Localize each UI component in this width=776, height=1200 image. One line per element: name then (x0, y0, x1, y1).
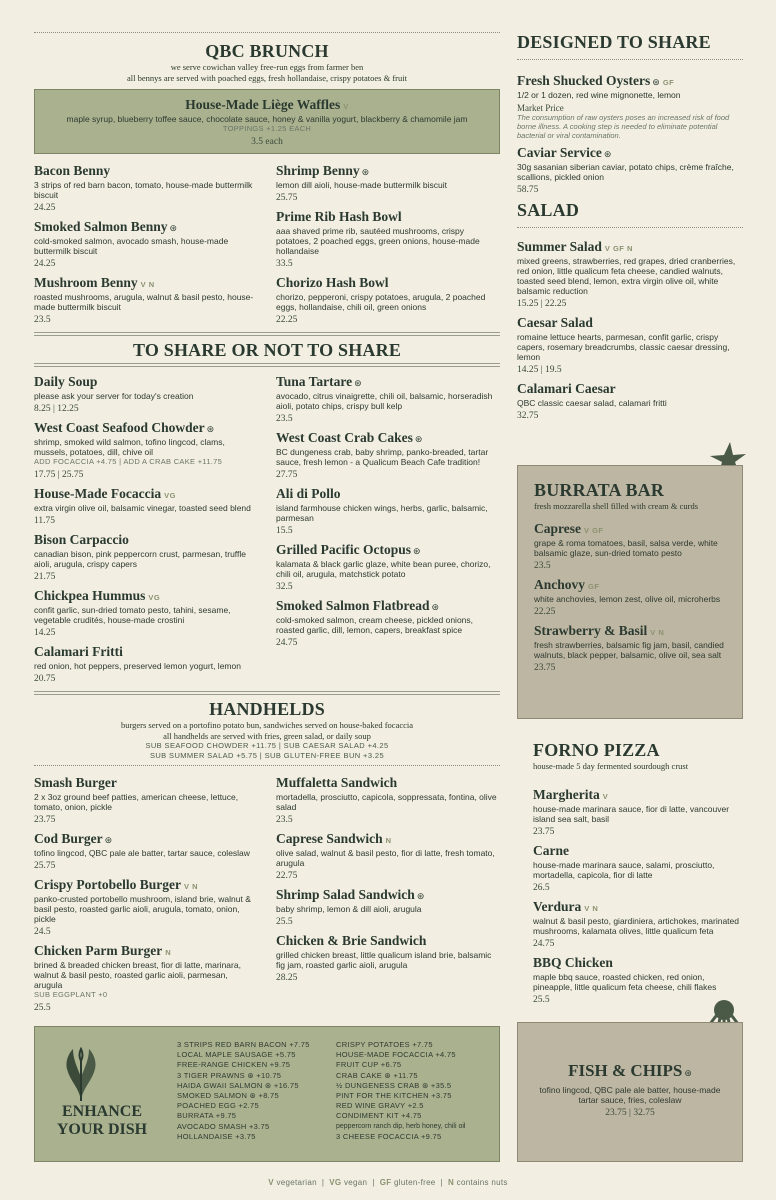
diet-tag: V N (650, 627, 665, 637)
item-name: Carne (533, 842, 569, 858)
item-desc: cold-smoked salmon, avocado smash, house-made buttermilk biscuit (34, 236, 229, 256)
item-price: 22.25 (534, 606, 556, 617)
item-addon: TOPPINGS +1.25 EACH (222, 124, 312, 133)
item-name: Verdura (533, 898, 582, 914)
item-desc: canadian bison, pink peppercorn crust, parmesan, truffle aioli, arugula, crispy capers (34, 549, 246, 569)
designed-list (517, 72, 743, 196)
legend-gf: GF (379, 1178, 392, 1187)
diet-tag: N (385, 836, 392, 845)
diet-tag: N (165, 948, 172, 957)
handhelds-subs: SUB SEAFOOD CHOWDER +11.75 | SUB CAESAR SALAD +4.25 (145, 741, 389, 750)
enhance-item: FRUIT CUP +6.75 (336, 1060, 402, 1070)
item-name: Calamari Fritti (34, 644, 123, 659)
item-name: Caprese (534, 520, 581, 536)
item-name: Shrimp Benny (276, 163, 360, 178)
menu-item (34, 419, 258, 481)
item-price: 24.5 (34, 927, 51, 937)
item-name: Mushroom Benny (34, 275, 138, 290)
fish-icon: ⊛ (414, 434, 423, 444)
diet-tag: GF (662, 78, 675, 87)
item-desc: confit garlic, sun-dried tomato pesto, tahini, sesame, vegetable crudités, house-made crostini (34, 605, 231, 625)
fish-icon: ⊛ (652, 77, 660, 87)
item-name: Fresh Shucked Oysters (517, 73, 651, 88)
menu-item (34, 774, 258, 826)
menu-item (517, 144, 743, 196)
item-price: 11.75 (34, 516, 56, 526)
item-desc: lemon dill aioli, house-made buttermilk biscuit (276, 180, 448, 190)
kelp-icon (61, 1047, 101, 1103)
item-price: 25.5 (34, 1003, 51, 1013)
pizza-list (533, 786, 743, 1006)
item-name: Smoked Salmon Benny (34, 219, 168, 234)
menu-item (517, 314, 743, 376)
enhance-item: BURRATA +9.75 (177, 1111, 237, 1121)
pizza-section (533, 740, 743, 1010)
fish-icon: ⊛ (169, 223, 178, 233)
item-desc: kalamata & black garlic glaze, white bean puree, chorizo, chili oil, arugula, matchstick potato (276, 559, 491, 579)
menu-item (276, 774, 500, 826)
fish-icon: ⊛ (684, 1068, 692, 1078)
item-price: 33.5 (276, 259, 293, 269)
fish-icon: ⊛ (361, 167, 370, 177)
brunch-left-list (34, 162, 258, 330)
item-name: Grilled Pacific Octopus (276, 542, 411, 557)
item-desc: tofino lingcod, QBC pale ale batter, tartar sauce, coleslaw (34, 848, 250, 858)
legend-gf-label: gluten-free (394, 1178, 436, 1187)
menu-item (276, 541, 500, 593)
item-desc: shrimp, smoked wild salmon, tofino lingcod, clams, mussels, potatoes, dill, chive oil (34, 437, 225, 457)
item-price: 27.75 (276, 470, 298, 480)
share-title: TO SHARE OR NOT TO SHARE (132, 340, 402, 360)
item-price: 25.5 (533, 994, 550, 1005)
item-name: Chickpea Hummus (34, 588, 146, 603)
item-price: 24.25 (34, 203, 56, 213)
item-name: Muffaletta Sandwich (276, 775, 398, 790)
diet-tag: V (343, 102, 349, 111)
enhance-item: FREE-RANGE CHICKEN +9.75 (177, 1060, 291, 1070)
legend-n-label: contains nuts (456, 1178, 508, 1187)
item-price: 17.75 | 25.75 (34, 470, 84, 480)
enhance-item: LOCAL MAPLE SAUSAGE +5.75 (177, 1050, 296, 1060)
item-desc: brined & breaded chicken breast, fior di latte, marinara, walnut & basil pesto, roasted garlic aioli, parmesan, arugula (34, 960, 241, 990)
item-price: 24.75 (276, 638, 298, 648)
enhance-item: HOUSE-MADE FOCACCIA +4.75 (336, 1050, 456, 1060)
handhelds-items (34, 774, 500, 1018)
fish-chips-panel (517, 1022, 743, 1162)
enhance-col-2 (336, 1040, 496, 1142)
divider (34, 332, 500, 336)
item-price: 23.5 (276, 815, 293, 825)
enhance-item: 3 TIGER PRAWNS ⊛ +10.75 (177, 1070, 282, 1080)
item-name: Ali di Pollo (276, 486, 341, 501)
item-price: 23.5 (34, 315, 51, 325)
item-name: Chicken Parm Burger (34, 943, 163, 958)
menu-item (276, 886, 500, 928)
item-addon: ADD FOCACCIA +4.75 | ADD A CRAB CAKE +11.75 (34, 457, 223, 466)
item-price: 8.25 | 12.25 (34, 404, 79, 414)
item-name: Tuna Tartare (276, 374, 353, 389)
item-price: 58.75 (517, 185, 539, 195)
item-desc: white anchovies, lemon zest, olive oil, microherbs (534, 593, 721, 604)
menu-item (34, 942, 258, 1014)
menu-item (533, 898, 743, 950)
menu-item (517, 238, 743, 310)
item-name: Shrimp Salad Sandwich (276, 887, 415, 902)
menu-item (276, 830, 500, 882)
brunch-right-list (276, 162, 500, 330)
fish-icon: ⊛ (416, 891, 425, 901)
handhelds-right-list (276, 774, 500, 1018)
menu-item (534, 576, 726, 618)
item-price: 24.25 (34, 259, 56, 269)
menu-item (517, 72, 743, 140)
item-price: 15.25 | 22.25 (517, 299, 567, 309)
designed-title: DESIGNED TO SHARE (517, 32, 711, 52)
menu-item (34, 485, 258, 527)
item-desc: island farmhouse chicken wings, herbs, garlic, balsamic, parmesan (276, 503, 488, 523)
item-name: Caesar Salad (517, 315, 593, 330)
item-desc: house-made marinara sauce, salami, prosciutto, mortadella, capicola, fior di latte (533, 859, 715, 880)
brunch-title: QBC BRUNCH (205, 41, 329, 61)
diet-tag: V N (140, 280, 155, 289)
legend-v: V (268, 1178, 274, 1187)
pizza-subtitle: house-made 5 day fermented sourdough crust (533, 761, 689, 771)
item-desc: cold-smoked salmon, cream cheese, pickled onions, roasted garlic, dill, lemon, capers, breakfast spice (276, 615, 474, 635)
item-name: Smoked Salmon Flatbread (276, 598, 430, 613)
enhance-item: AVOCADO SMASH +3.75 (177, 1121, 270, 1131)
item-name: House-Made Liège Waffles (185, 97, 341, 112)
diet-tag: V (602, 791, 609, 801)
diet-tag: V N (183, 882, 198, 891)
item-price: 22.75 (276, 871, 298, 881)
fish-icon: ⊛ (603, 149, 612, 159)
item-desc: 3 strips of red barn bacon, tomato, house-made buttermilk biscuit (34, 180, 253, 200)
diet-legend: V vegetarian | VG vegan | GF gluten-free | N contains nuts (268, 1178, 508, 1187)
item-desc: grilled chicken breast, little qualicum island brie, balsamic fig jam, roasted garlic aioli, arugula (276, 950, 492, 970)
item-desc: maple bbq sauce, roasted chicken, red onion, pineapple, little qualicum feta cheese, chili flakes (533, 971, 717, 992)
menu-item (34, 274, 258, 326)
enhance-item: CRISPY POTATOES +7.75 (336, 1040, 433, 1049)
divider (34, 363, 500, 367)
item-desc: BC dungeness crab, baby shrimp, panko-breaded, tartar sauce, fresh lemon - a Qualicum Beach Cafe tradition! (276, 447, 489, 467)
menu-item (34, 373, 258, 415)
item-price: 14.25 (34, 628, 56, 638)
item-desc: walnut & basil pesto, giardiniera, artichokes, marinated mushrooms, kalamata olives, little qualicum feta (533, 915, 739, 936)
item-name: Strawberry & Basil (534, 622, 648, 638)
menu-item (276, 429, 500, 481)
pizza-title: FORNO PIZZA (533, 740, 660, 760)
item-name: BBQ Chicken (533, 954, 613, 970)
fish-icon: ⊛ (412, 546, 421, 556)
item-price: 23.5 (534, 560, 551, 571)
menu-item (34, 830, 258, 872)
item-name: West Coast Crab Cakes (276, 430, 413, 445)
item-price: 25.5 (276, 917, 293, 927)
menu-item (517, 380, 743, 422)
legend-vg-label: vegan (344, 1178, 368, 1187)
burrata-title: BURRATA BAR (534, 480, 665, 500)
item-price: 14.25 | 19.5 (517, 365, 562, 375)
menu-item (34, 162, 258, 214)
item-name: House-Made Focaccia (34, 486, 162, 501)
item-price: Market Price (517, 103, 564, 113)
handhelds-title: HANDHELDS (209, 699, 325, 719)
enhance-title-2: YOUR DISH (56, 1121, 148, 1138)
diet-tag: VG (148, 593, 161, 602)
brunch-items (34, 162, 500, 330)
item-desc: romaine lettuce hearts, parmesan, confit garlic, crispy capers, rosemary breadcrumbs, classic caesar dressing, lemon (517, 332, 730, 362)
burrata-subtitle: fresh mozzarella shell filled with cream & curds (534, 501, 699, 511)
item-desc: 1/2 or 1 dozen, red wine mignonette, lemon (517, 90, 681, 100)
enhance-item: 3 CHEESE FOCACCIA +9.75 (336, 1131, 442, 1141)
divider (34, 691, 500, 695)
menu-item (34, 643, 258, 685)
item-price: 22.25 (276, 315, 298, 325)
fish-icon: ⊛ (104, 835, 113, 845)
item-price: 26.5 (533, 882, 550, 893)
enhance-col-1 (177, 1040, 327, 1142)
enhance-item: HOLLANDAISE +3.75 (177, 1131, 256, 1141)
burrata-panel (517, 465, 743, 719)
item-desc: 30g sasanian siberian caviar, potato chips, crème fraîche, scallions, pickled onion (517, 162, 734, 182)
item-price: 25.75 (276, 193, 298, 203)
menu-item (276, 932, 500, 984)
fish-icon: ⊛ (206, 424, 215, 434)
enhance-item: SMOKED SALMON ⊛ +8.75 (177, 1091, 279, 1101)
item-name: Cod Burger (34, 831, 103, 846)
item-price: 24.75 (533, 938, 555, 949)
menu-item (34, 531, 258, 583)
item-price: 25.75 (34, 861, 56, 871)
item-price: 32.75 (517, 411, 539, 421)
diet-tag: V N (584, 903, 599, 913)
item-desc: fresh strawberries, balsamic fig jam, basil, candied walnuts, black pepper, balsamic, olive oil, sea salt (534, 639, 724, 660)
item-desc: maple syrup, blueberry toffee sauce, chocolate sauce, honey & vanilla yogurt, blackberry & chamomile jam (66, 114, 468, 124)
menu-item (276, 597, 500, 649)
diet-tag: VG (164, 491, 176, 500)
divider (34, 765, 500, 766)
fish-chips-title: FISH & CHIPS (568, 1061, 683, 1080)
item-name: Calamari Caesar (517, 381, 616, 396)
enhance-item: ½ DUNGENESS CRAB ⊛ +35.5 (336, 1080, 452, 1090)
item-price: 28.25 (276, 973, 298, 983)
item-note: The consumption of raw oysters poses an increased risk of food borne illness. A cooking step is needed to eliminate potential bacterial or viral contamination. (517, 113, 730, 140)
item-price: 32.5 (276, 582, 293, 592)
menu-item (34, 218, 258, 270)
brunch-subtitle-2: all bennys are served with poached eggs, fresh hollandaise, crispy potatoes & fruit (127, 72, 407, 83)
fish-chips-price: 23.75 | 32.75 (605, 1108, 655, 1118)
waffle-feature (34, 89, 500, 154)
right-column (517, 32, 743, 426)
fish-icon: ⊛ (354, 378, 362, 388)
item-desc: olive salad, walnut & basil pesto, fior di latte, fresh tomato, arugula (276, 848, 495, 868)
menu-item (276, 162, 500, 204)
fish-icon: ⊛ (431, 602, 440, 612)
item-price: 23.5 (276, 414, 293, 424)
diet-tag: V GF (584, 525, 604, 535)
item-desc: chorizo, pepperoni, crispy potatoes, arugula, 2 poached eggs, hollandaise, chili oil, green onions (276, 292, 486, 312)
item-name: Smash Burger (34, 775, 117, 790)
share-right-list (276, 373, 500, 689)
item-name: Crispy Portobello Burger (34, 877, 181, 892)
divider (34, 32, 500, 33)
item-desc: roasted mushrooms, arugula, walnut & basil pesto, house-made buttermilk biscuit (34, 292, 254, 312)
item-name: Chorizo Hash Bowl (276, 275, 389, 290)
divider (517, 227, 743, 228)
item-price: 21.75 (34, 572, 56, 582)
item-price: 20.75 (34, 674, 56, 684)
item-desc: mortadella, prosciutto, capicola, soppressata, fontina, olive salad (276, 792, 497, 812)
item-name: Daily Soup (34, 374, 98, 389)
handhelds-subs-2: SUB SUMMER SALAD +5.75 | SUB GLUTEN-FREE BUN +3.25 (149, 751, 385, 760)
item-desc: please ask your server for today's creation (34, 391, 194, 401)
item-desc: QBC classic caesar salad, calamari fritti (517, 398, 667, 408)
item-name: West Coast Seafood Chowder (34, 420, 205, 435)
item-price: 23.75 (34, 815, 56, 825)
menu-item (533, 786, 743, 838)
left-column (34, 32, 500, 1018)
enhance-item: CONDIMENT KIT +4.75 (336, 1111, 422, 1121)
item-desc: baby shrimp, lemon & dill aioli, arugula (276, 904, 422, 914)
menu-item (534, 622, 726, 674)
burrata-list (534, 520, 726, 674)
fish-chips-desc: tofino lingcod, QBC pale ale batter, house-made tartar sauce, fries, coleslaw (539, 1085, 721, 1105)
item-price: 23.75 (533, 826, 555, 837)
item-price: 15.5 (276, 526, 293, 536)
item-name: Anchovy (534, 576, 586, 592)
item-desc: 2 x 3oz ground beef patties, american cheese, lettuce, tomato, onion, pickle (34, 792, 239, 812)
diet-tag: GF (588, 581, 600, 591)
enhance-item: POACHED EGG +2.75 (177, 1101, 260, 1111)
item-price: 23.75 (534, 662, 556, 673)
handhelds-subtitle: burgers served on a portofino potato bun, sandwiches served on house-baked focaccia (120, 720, 414, 730)
brunch-subtitle: we serve cowichan valley free-run eggs from farmer ben (170, 62, 364, 72)
enhance-item: RED WINE GRAVY +2.5 (336, 1101, 424, 1111)
item-addon: SUB EGGPLANT +0 (34, 990, 108, 999)
enhance-panel (34, 1026, 500, 1162)
share-left-list (34, 373, 258, 689)
item-desc: mixed greens, strawberries, red grapes, dried cranberries, red onion, little qualicum feta cheese, candied walnuts, toasted seed blend, lemon, extra virgin olive oil, white balsamic reduction (517, 256, 736, 296)
item-desc: red onion, hot peppers, preserved lemon yogurt, lemon (34, 661, 241, 671)
item-desc: panko-crusted portobello mushroom, island brie, walnut & basil pesto, roasted garlic aioli, arugula, tomato, onion, pickle (34, 894, 251, 924)
enhance-item: PINT FOR THE KITCHEN +3.75 (336, 1091, 452, 1101)
handhelds-subtitle-2: all handhelds are served with fries, green salad, or daily soup (163, 730, 371, 741)
item-desc: avocado, citrus vinaigrette, chili oil, balsamic, horseradish aioli, potato chips, crispy bull kelp (276, 391, 493, 411)
item-desc: aaa shaved prime rib, sautéed mushrooms, crispy potatoes, 2 poached eggs, green onions, house-made hollandaise (276, 226, 480, 256)
enhance-item: 3 STRIPS RED BARN BACON +7.75 (177, 1040, 310, 1049)
item-name: Bison Carpaccio (34, 532, 129, 547)
item-price: 3.5 each (251, 137, 283, 147)
legend-v-label: vegetarian (276, 1178, 317, 1187)
enhance-item: peppercorn ranch dip, herb honey, chili oil (336, 1122, 466, 1130)
menu-item (34, 587, 258, 639)
menu-item (276, 208, 500, 270)
item-desc: house-made marinara sauce, fior di latte, vancouver island sea salt, basil (533, 803, 730, 824)
legend-n: N (448, 1178, 455, 1187)
diet-tag: V GF N (604, 244, 633, 253)
item-name: Margherita (533, 786, 600, 802)
enhance-item: HAIDA GWAII SALMON ⊛ +16.75 (177, 1080, 299, 1090)
item-name: Caviar Service (517, 145, 602, 160)
share-items (34, 373, 500, 689)
enhance-title: ENHANCE (61, 1103, 142, 1120)
item-name: Summer Salad (517, 239, 602, 254)
salad-title: SALAD (517, 200, 580, 220)
enhance-item: CRAB CAKE ⊛ +11.75 (336, 1070, 418, 1080)
item-desc: extra virgin olive oil, balsamic vinegar, toasted seed blend (34, 503, 251, 513)
salad-list (517, 238, 743, 422)
legend-vg: VG (329, 1178, 342, 1187)
divider (517, 59, 743, 60)
item-name: Bacon Benny (34, 163, 111, 178)
item-name: Prime Rib Hash Bowl (276, 209, 402, 224)
handhelds-left-list (34, 774, 258, 1018)
menu-item (276, 373, 500, 425)
menu-item (276, 485, 500, 537)
item-name: Chicken & Brie Sandwich (276, 933, 427, 948)
menu-item (533, 842, 743, 894)
menu-item (34, 876, 258, 938)
item-name: Caprese Sandwich (276, 831, 383, 846)
menu-item (276, 274, 500, 326)
item-desc: grape & roma tomatoes, basil, salsa verde, white balsamic glaze, sun-dried tomato pesto (534, 537, 718, 558)
menu-item (534, 520, 726, 572)
